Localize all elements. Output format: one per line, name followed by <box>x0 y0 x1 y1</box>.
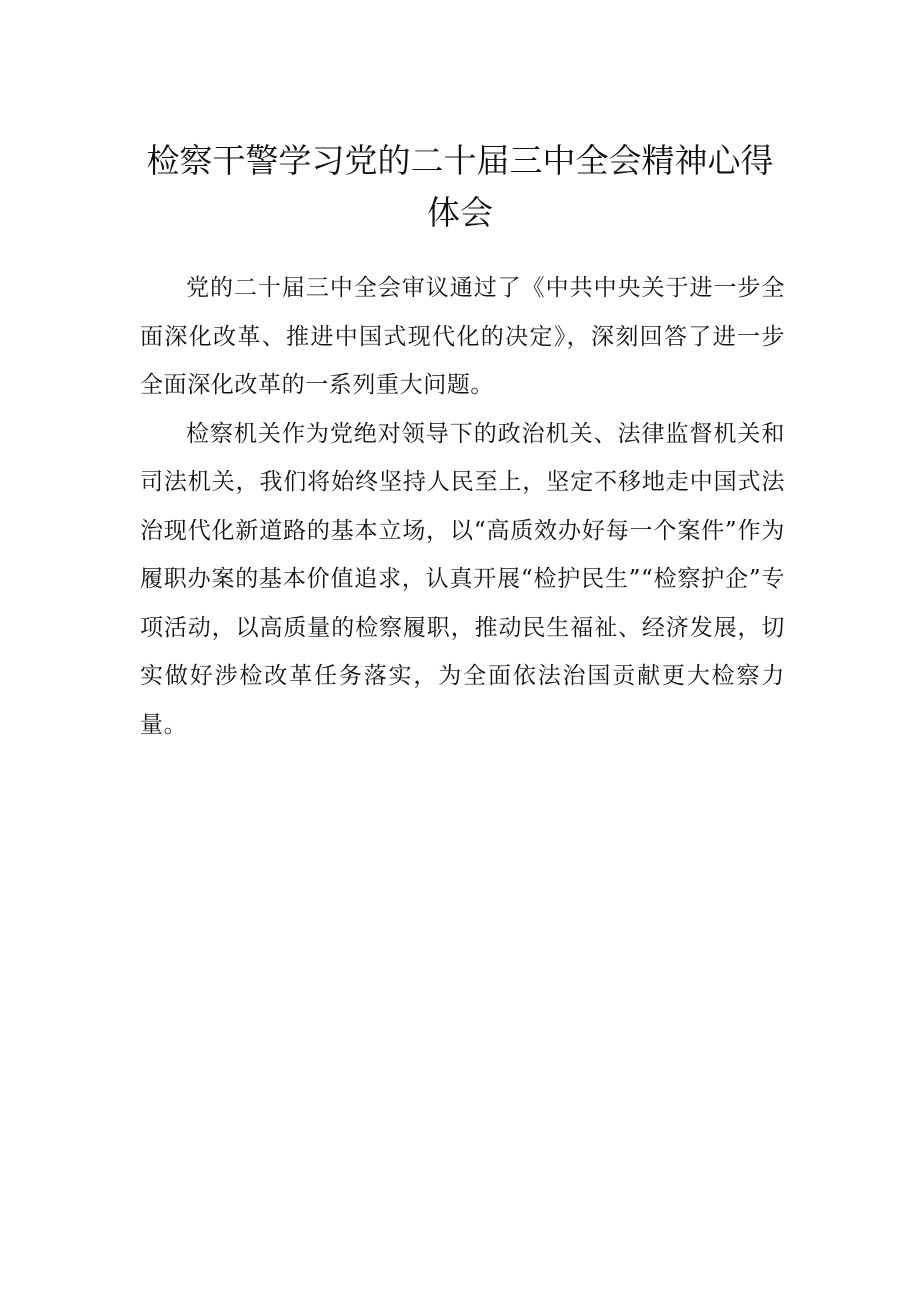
paragraph-2: 检察机关作为党绝对领导下的政治机关、法律监督机关和司法机关，我们将始终坚持人民至上，坚定不移地走中国式法治现代化新道路的基本立场，以“高质效办好每一个案件”作为履职办案的基本价值追求，认真开展“检护民生”“检察护企”专项活动，以高质量的检察履职，推动民生福祉、经济发展，切实做好涉检改革任务落实，为全面依法治国贡献更大检察力量。 <box>140 420 785 738</box>
document-title: 检察干警学习党的二十届三中全会精神心得体会 <box>146 141 774 232</box>
document-body <box>140 264 785 749</box>
paragraph-1: 党的二十届三中全会审议通过了《中共中央关于进一步全面深化改革、推进中国式现代化的决定》，深刻回答了进一步全面深化改革的一系列重大问题。 <box>140 275 785 398</box>
